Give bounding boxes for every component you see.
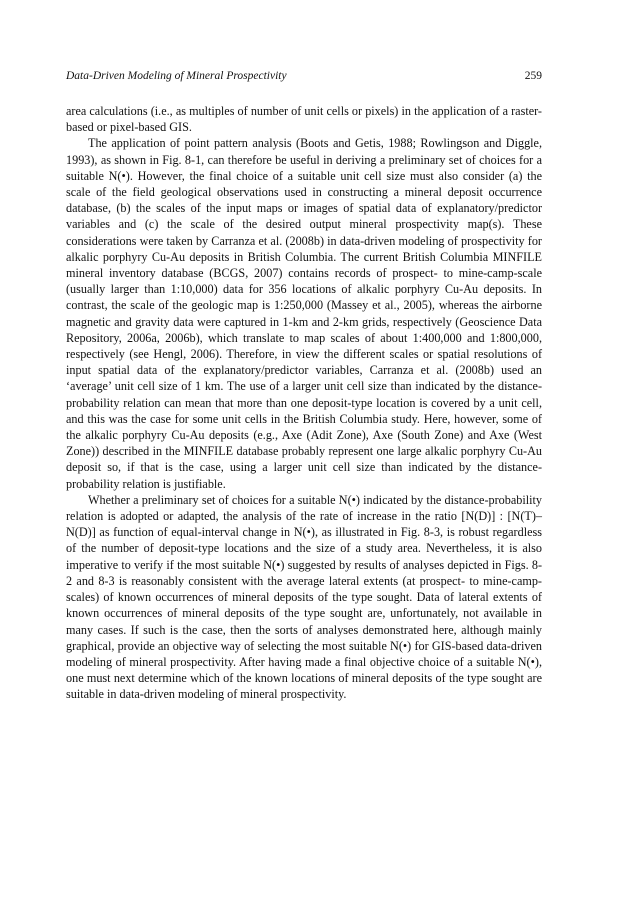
paragraph-point-pattern: The application of point pattern analysis (Boots and Getis, 1988; Rowlingson and Diggle, 1993), as shown in Fig. 8-1, can therefore be useful in deriving a preliminary set of choices for a suitable N(•). However, the final choice of a suitable unit cell size must also consider (a) the scale of the field geological observations used in constructing a mineral deposit occurrence database, (b) the scales of the input maps or images of spatial data of explanatory/predictor variables and (c) the scale of the desired output mineral prospectivity map(s). These considerations were taken by Carranza et al. (2008b) in data-driven modeling of prospectivity for alkalic porphyry Cu-Au deposits in British Columbia. The current British Columbia MINFILE mineral inventory database (BCGS, 2007) contains records of prospect- to mine-camp-scale (usually larger than 1:10,000) data for 356 locations of alkalic porphyry Cu-Au deposits. In contrast, the scale of the geologic map is 1:250,000 (Massey et al., 2005), whereas the airborne magnetic and gravity data were captured in 1-km and 2-km grids, respectively (Geoscience Data Repository, 2006a, 2006b), which translate to map scales of about 1:400,000 and 1:800,000, respectively (see Hengl, 2006). Therefore, in view the different scales or spatial resolutions of input spatial data of the explanatory/predictor variables, Carranza et al. (2008b) used an ‘average’ unit cell size of 1 km. The use of a larger unit cell size than indicated by the distance-probability relation can mean that more than one deposit-type location is covered by a unit cell, and this was the case for some unit cells in the British Columbia study. Here, however, some of the alkalic porphyry Cu-Au deposits (e.g., Axe (Adit Zone), Axe (South Zone) and Axe (West Zone)) described in the MINFILE database probably represent one large alkalic porphyry Cu-Au deposit so, if that is the case, using a larger unit cell size than indicated by the distance-probability relation is justifiable. bbox=[66, 136, 542, 491]
body-text bbox=[66, 103, 542, 703]
paragraph-preliminary-choices: Whether a preliminary set of choices for a suitable N(•) indicated by the distance-probability relation is adopted or adapted, the analysis of the rate of increase in the ratio [N(D)] : [N(T)–N(D)] as function of equal-interval change in N(•), as illustrated in Fig. 8-3, is robust regardless of the number of deposit-type locations and the size of a study area. Nevertheless, it is also imperative to verify if the most suitable N(•) suggested by results of analyses depicted in Figs. 8-2 and 8-3 is reasonably consistent with the average lateral extents (at prospect- to mine-camp-scales) of known occurrences of mineral deposits of the type sought. Data of lateral extents of known occurrences of mineral deposits of the type sought are, unfortunately, not available in many cases. If such is the case, then the sorts of analyses demonstrated here, although mainly graphical, provide an objective way of selecting the most suitable N(•) for GIS-based data-driven modeling of mineral prospectivity. After having made a final objective choice of a suitable N(•), one must next determine which of the known locations of mineral deposits of the type sought are suitable in data-driven modeling of mineral prospectivity. bbox=[66, 492, 542, 702]
page-number: 259 bbox=[524, 70, 542, 82]
running-title: Data-Driven Modeling of Mineral Prospectivity bbox=[66, 70, 287, 82]
paragraph-continuation: area calculations (i.e., as multiples of number of unit cells or pixels) in the application of a raster-based or pixel-based GIS. bbox=[66, 104, 542, 135]
running-header bbox=[66, 70, 542, 86]
